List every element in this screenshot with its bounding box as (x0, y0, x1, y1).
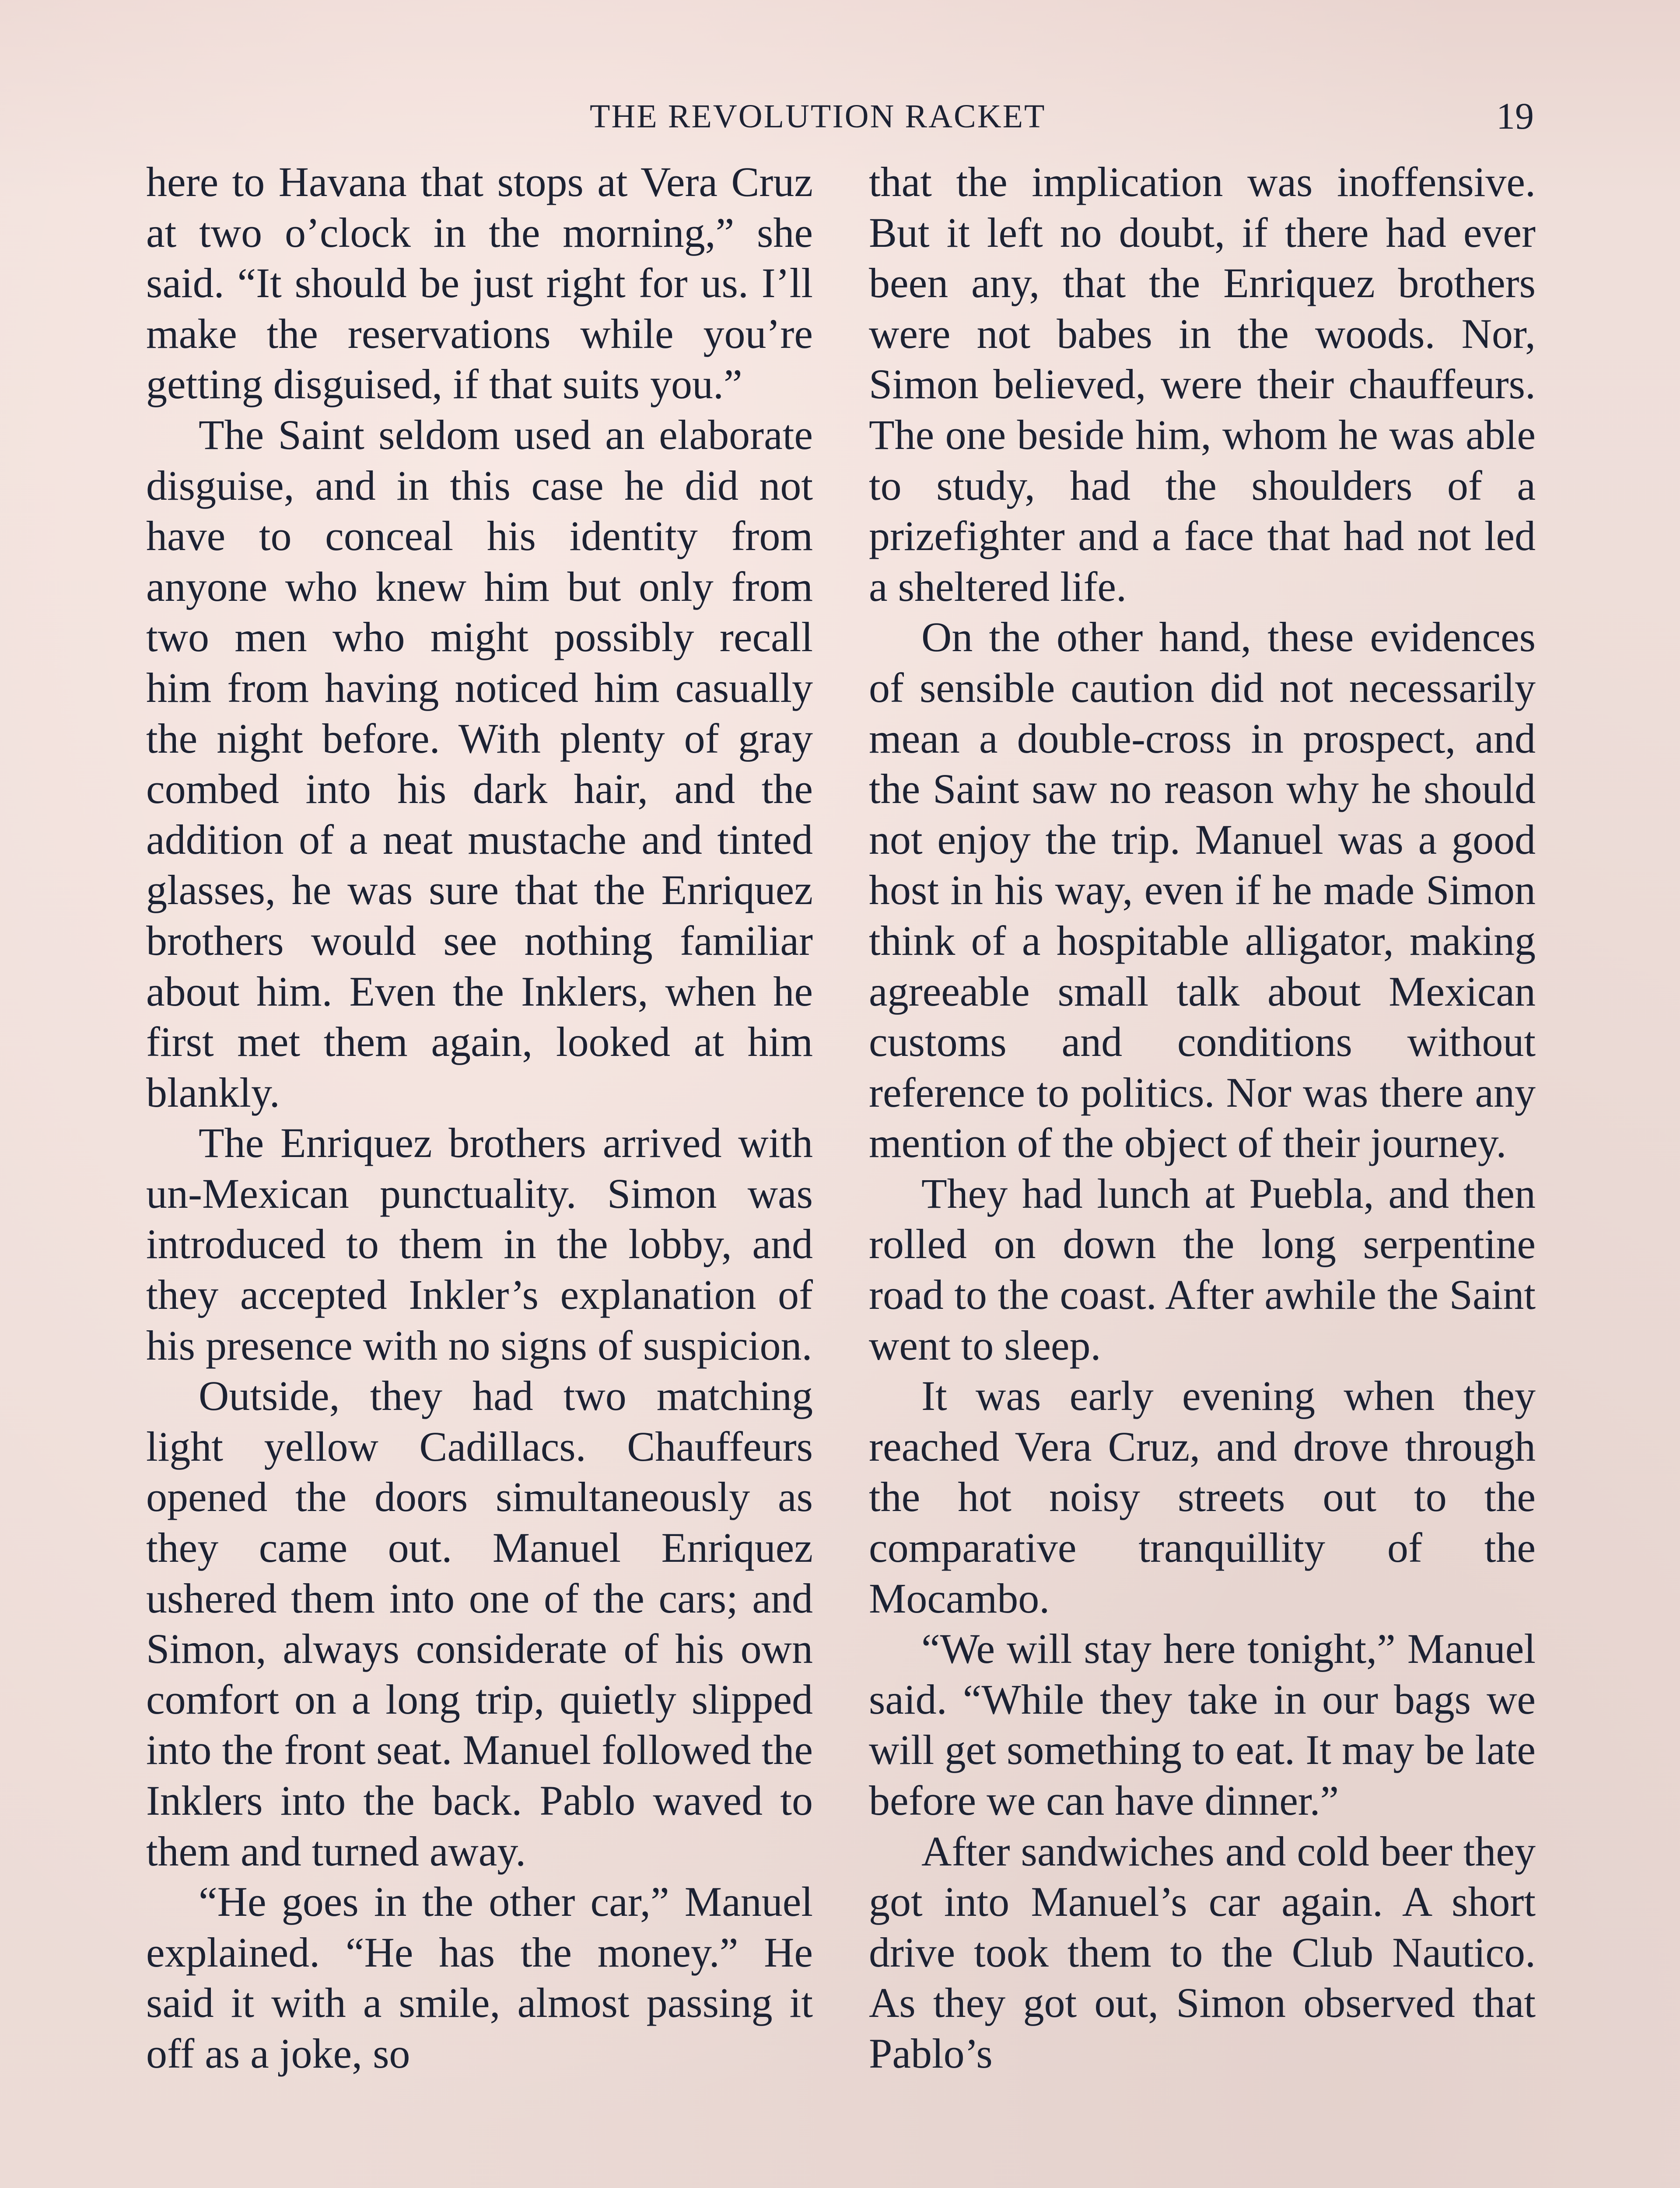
paragraph: Outside, they had two matching light yellow Cadillacs. Chauffeurs opened the doors simultaneously as they came out. Manuel Enriquez ushered them into one of the cars; and Simon, always considerate of his own comfort on a long trip, quietly slipped into the front seat. Manuel followed the Inklers into the back. Pablo waved to them and turned away. (146, 1372, 813, 1875)
running-header: THE REVOLUTION RACKET (590, 98, 1046, 135)
paragraph: They had lunch at Puebla, and then rolled on down the long serpentine road to the coast. After awhile the Saint went to sleep. (869, 1170, 1536, 1369)
paragraph: “We will stay here tonight,” Manuel said. “While they take in our bags we will get something to eat. It may be late before we can have dinner.” (869, 1625, 1536, 1824)
paragraph: The Saint seldom used an elaborate disguise, and in this case he did not have to conceal his identity from anyone who knew him but only from two men who might possibly recall him from having noticed him casually the night before. With plenty of gray combed into his dark hair, and the addition of a neat mustache and tinted glasses, he was sure that the Enriquez brothers would see nothing familiar about him. Even the Inklers, when he first met them again, looked at him blankly. (146, 411, 813, 1116)
left-text-column (146, 157, 813, 2079)
paragraph: After sandwiches and cold beer they got into Manuel’s car again. A short drive took them to the Club Nautico. As they got out, Simon observed that Pablo’s (869, 1827, 1536, 2077)
page-number: 19 (1496, 95, 1534, 137)
paragraph: here to Havana that stops at Vera Cruz at two o’clock in the morning,” she said. “It should be just right for us. I’ll make the reservations while you’re getting disguised, if that suits you.” (146, 158, 813, 408)
paragraph: “He goes in the other car,” Manuel explained. “He has the money.” He said it with a smile, almost passing it off as a joke, so (146, 1878, 813, 2077)
right-text-column (869, 157, 1536, 2079)
paragraph: The Enriquez brothers arrived with un-Mexican punctuality. Simon was introduced to them in the lobby, and they accepted Inkler’s explanation of his presence with no signs of suspicion. (146, 1119, 813, 1369)
paragraph: that the implication was inoffensive. But it left no doubt, if there had ever been any, that the Enriquez brothers were not babes in the woods. Nor, Simon believed, were their chauffeurs. The one beside him, whom he was able to study, had the shoulders of a prizefighter and a face that had not led a sheltered life. (869, 158, 1536, 610)
paragraph: It was early evening when they reached Vera Cruz, and drove through the hot noisy streets out to the comparative tranquillity of the Mocambo. (869, 1372, 1536, 1622)
paragraph: On the other hand, these evidences of sensible caution did not necessarily mean a double-cross in prospect, and the Saint saw no reason why he should not enjoy the trip. Manuel was a good host in his way, even if he made Simon think of a hospitable alligator, making agreeable small talk about Mexican customs and conditions without reference to politics. Nor was there any mention of the object of their journey. (869, 614, 1536, 1167)
